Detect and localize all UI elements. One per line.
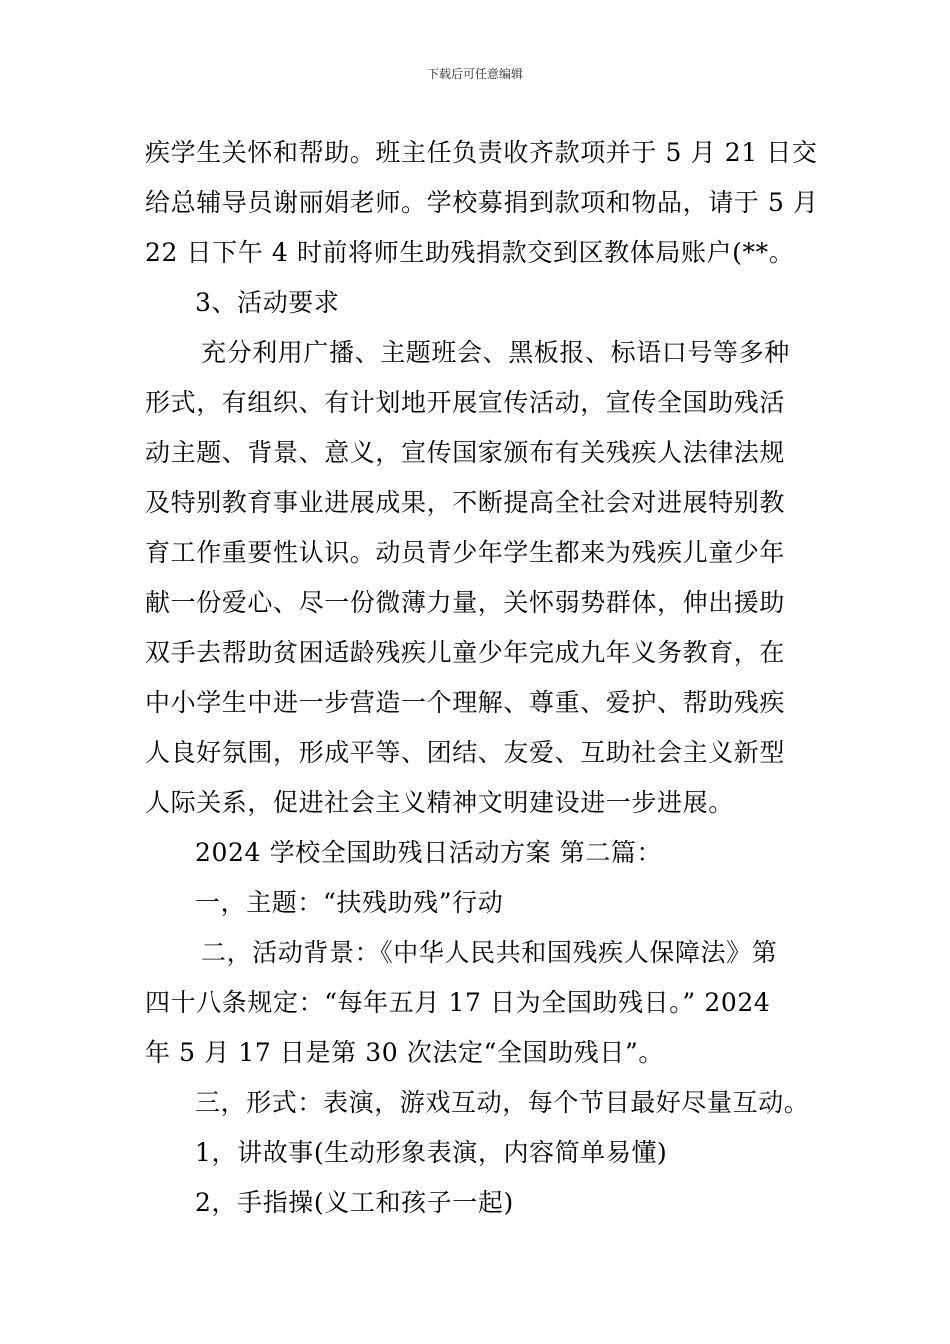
- list-item: 2，手指操(义工和孩子一起): [195, 1188, 514, 1217]
- text-line: 疾学生关怀和帮助。班主任负责收齐款项并于 5 月 21 日交: [145, 138, 818, 167]
- text-line: 动主题、背景、意义，宣传国家颁布有关残疾人法律法规: [145, 438, 786, 467]
- text-line: 育工作重要性认识。动员青少年学生都来为残疾儿童少年: [145, 538, 786, 567]
- section-title: 2024 学校全国助残日活动方案 第二篇：: [195, 838, 663, 867]
- text-line: 充分利用广播、主题班会、黑板报、标语口号等多种: [201, 338, 790, 367]
- list-item: 1，讲故事(生动形象表演，内容简单易懂): [195, 1138, 668, 1167]
- text-line: 及特别教育事业进展成果，不断提高全社会对进展特别教: [145, 488, 786, 517]
- text-line: 献一份爱心、尽一份微薄力量，关怀弱势群体，伸出援助: [145, 588, 786, 617]
- text-line: 22 日下午 4 时前将师生助残捐款交到区教体局账户(**。: [145, 238, 795, 267]
- text-line: 四十八条规定：“每年五月 17 日为全国助残日。” 2024: [145, 988, 771, 1017]
- text-line: 形式，有组织、有计划地开展宣传活动，宣传全国助残活: [145, 388, 786, 417]
- text-line: 二，活动背景：《中华人民共和国残疾人保障法》第: [201, 938, 778, 967]
- text-line: 给总辅导员谢丽娟老师。学校募捐到款项和物品，请于 5 月: [145, 188, 819, 217]
- document-body: [145, 128, 819, 1228]
- section-heading: 3、活动要求: [195, 288, 340, 317]
- text-line: 人良好氛围，形成平等、团结、友爱、互助社会主义新型: [145, 738, 786, 767]
- text-line: 三，形式：表演，游戏互动，每个节目最好尽量互动。: [195, 1088, 810, 1117]
- text-line: 一，主题：“扶残助残”行动: [195, 888, 504, 917]
- text-line: 人际关系，促进社会主义精神文明建设进一步进展。: [145, 788, 734, 817]
- page-header: 下载后可任意编辑: [426, 67, 523, 81]
- text-line: 双手去帮助贫困适龄残疾儿童少年完成九年义务教育，在: [145, 638, 786, 667]
- text-line: 中小学生中进一步营造一个理解、尊重、爱护、帮助残疾: [145, 688, 786, 717]
- text-line: 年 5 月 17 日是第 30 次法定“全国助残日”。: [145, 1038, 664, 1067]
